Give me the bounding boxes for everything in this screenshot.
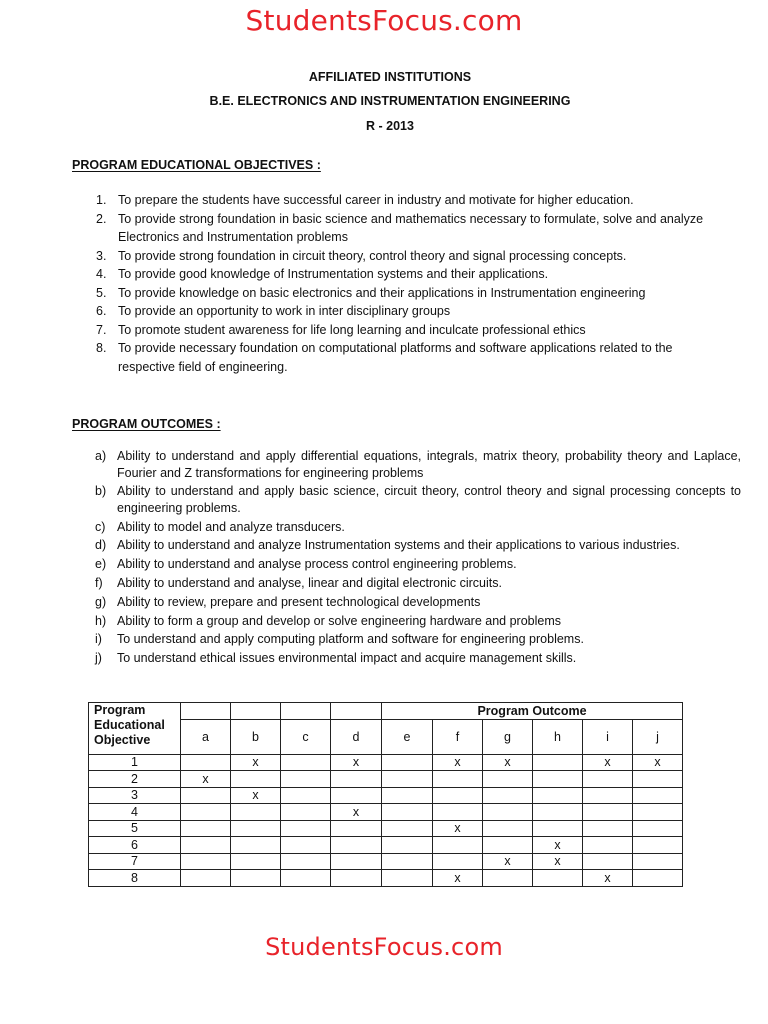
mapping-cell — [533, 870, 583, 887]
mapping-cell — [533, 771, 583, 788]
mapping-cell — [382, 853, 433, 870]
peo-item — [72, 321, 712, 340]
mapping-cell: x — [533, 853, 583, 870]
outcome-letter-header: c — [281, 719, 331, 754]
mapping-cell — [231, 804, 281, 821]
po-item-text: Ability to model and analyze transducers. — [117, 519, 345, 534]
mapping-cell — [382, 771, 433, 788]
table-row — [89, 870, 683, 887]
program-heading: B.E. ELECTRONICS AND INSTRUMENTATION ENGINEERING — [209, 94, 571, 108]
peo-item-number: 3. — [96, 248, 107, 263]
po-item — [95, 519, 741, 536]
po-item-letter: f) — [95, 575, 103, 590]
peo-item — [72, 191, 712, 210]
mapping-cell — [331, 787, 382, 804]
peo-item-number: 1. — [96, 193, 107, 207]
peo-item-number: 4. — [96, 267, 107, 281]
mapping-cell: x — [433, 820, 483, 837]
mapping-cell: x — [231, 787, 281, 804]
table-header-cell — [231, 703, 281, 720]
po-item-text: Ability to understand and analyse process control engineering problems. — [117, 557, 517, 572]
table-header-cell — [181, 703, 231, 720]
peo-item-text: To promote student awareness for life long learning and inculcate professional ethics — [118, 322, 586, 337]
mapping-cell — [281, 754, 331, 771]
po-item — [95, 556, 741, 573]
mapping-cell — [433, 853, 483, 870]
mapping-cell: x — [231, 754, 281, 771]
table-row — [89, 771, 683, 788]
mapping-cell: x — [633, 754, 683, 771]
mapping-cell: x — [483, 754, 533, 771]
outcome-letter-header: i — [583, 719, 633, 754]
mapping-cell — [533, 804, 583, 821]
po-item-text: To understand ethical issues environmental impact and acquire management skills. — [117, 651, 577, 666]
mapping-cell — [382, 754, 433, 771]
mapping-cell — [483, 820, 533, 837]
po-item-text: Ability to form a group and develop or solve engineering hardware and problems — [117, 613, 562, 628]
table-row — [89, 787, 683, 804]
peo-item-text: To provide good knowledge of Instrumentation systems and their applications. — [118, 267, 549, 281]
peo-number-cell: 8 — [89, 870, 181, 887]
institution-heading: AFFILIATED INSTITUTIONS — [308, 70, 472, 84]
mapping-cell — [331, 837, 382, 854]
mapping-cell — [331, 870, 382, 887]
peo-item — [72, 210, 712, 247]
mapping-cell: x — [583, 754, 633, 771]
table-row — [89, 804, 683, 821]
mapping-cell — [181, 754, 231, 771]
peo-item-text: To provide knowledge on basic electronics and their applications in Instrumentation engineering — [118, 285, 646, 300]
mapping-cell — [583, 804, 633, 821]
mapping-cell — [281, 787, 331, 804]
mapping-cell — [633, 853, 683, 870]
po-section-title: PROGRAM OUTCOMES : — [72, 417, 221, 431]
mapping-cell — [483, 787, 533, 804]
outcome-letter-header: f — [433, 719, 483, 754]
po-list — [95, 448, 741, 669]
mapping-cell — [382, 804, 433, 821]
po-item — [95, 613, 741, 630]
mapping-cell — [382, 820, 433, 837]
po-item — [95, 594, 741, 611]
mapping-cell — [382, 870, 433, 887]
po-item-letter: d) — [95, 538, 107, 553]
peo-number-cell: 5 — [89, 820, 181, 837]
table-row — [89, 820, 683, 837]
peo-item — [72, 265, 712, 284]
mapping-cell — [382, 837, 433, 854]
po-item-letter: c) — [95, 519, 106, 534]
po-item — [95, 537, 741, 554]
watermark-bottom: StudentsFocus.com — [265, 933, 503, 961]
mapping-cell — [583, 771, 633, 788]
po-item — [95, 650, 741, 667]
mapping-cell — [483, 804, 533, 821]
mapping-cell — [281, 820, 331, 837]
mapping-cell: x — [583, 870, 633, 887]
mapping-cell — [483, 771, 533, 788]
outcome-letter-header: a — [181, 719, 231, 754]
mapping-cell: x — [331, 754, 382, 771]
mapping-cell — [483, 870, 533, 887]
peo-item-text: To provide strong foundation in basic science and mathematics necessary to formulate, solve and analyze Electronics and Instrumentation problems — [118, 211, 704, 244]
outcome-letter-header: e — [382, 719, 433, 754]
peo-item-number: 5. — [96, 285, 107, 300]
po-item-letter: h) — [95, 613, 107, 628]
peo-item — [72, 302, 712, 321]
mapping-cell — [583, 837, 633, 854]
mapping-cell — [281, 837, 331, 854]
peo-number-cell: 2 — [89, 771, 181, 788]
mapping-cell — [181, 853, 231, 870]
mapping-cell — [331, 853, 382, 870]
mapping-cell — [331, 771, 382, 788]
peo-item-text: To provide necessary foundation on computational platforms and software applications related to the respective field of engineering. — [118, 341, 673, 374]
mapping-cell: x — [433, 870, 483, 887]
po-item-letter: j) — [95, 651, 102, 666]
mapping-cell — [181, 870, 231, 887]
mapping-cell — [583, 853, 633, 870]
po-item-text: Ability to understand and apply differential equations, integrals, matrix theory, probability theory and Laplace, Fourier and Z transformations for engineering problems — [117, 449, 741, 480]
mapping-cell — [583, 820, 633, 837]
po-item — [95, 448, 741, 481]
mapping-cell — [181, 787, 231, 804]
program-outcome-header: Program Outcome — [382, 703, 683, 720]
mapping-cell — [633, 787, 683, 804]
table-row — [89, 837, 683, 854]
peo-number-cell: 4 — [89, 804, 181, 821]
peo-item-number: 8. — [96, 341, 107, 355]
po-item-text: To understand and apply computing platform and software for engineering problems. — [117, 632, 584, 647]
mapping-cell: x — [483, 853, 533, 870]
mapping-cell — [281, 804, 331, 821]
peo-item-text: To provide an opportunity to work in inter disciplinary groups — [118, 304, 451, 318]
mapping-cell: x — [533, 837, 583, 854]
mapping-cell — [181, 804, 231, 821]
po-item-letter: a) — [95, 449, 107, 463]
table-row — [89, 853, 683, 870]
mapping-cell — [231, 771, 281, 788]
peo-number-cell: 7 — [89, 853, 181, 870]
peo-po-mapping-table — [88, 702, 683, 887]
mapping-cell — [231, 820, 281, 837]
outcome-letter-header: b — [231, 719, 281, 754]
mapping-cell: x — [433, 754, 483, 771]
table-header-cell — [331, 703, 382, 720]
outcome-letter-header: j — [633, 719, 683, 754]
mapping-cell — [181, 820, 231, 837]
po-item-text: Ability to understand and analyse, linear and digital electronic circuits. — [117, 575, 502, 590]
mapping-cell — [331, 820, 382, 837]
mapping-cell — [583, 787, 633, 804]
mapping-cell — [633, 837, 683, 854]
peo-item-number: 6. — [96, 304, 107, 318]
mapping-cell — [533, 820, 583, 837]
po-item — [95, 483, 741, 516]
peo-section-title: PROGRAM EDUCATIONAL OBJECTIVES : — [72, 158, 321, 172]
po-item-letter: b) — [95, 484, 107, 499]
watermark-top: StudentsFocus.com — [245, 4, 523, 37]
po-item-letter: i) — [95, 632, 102, 647]
mapping-cell — [281, 870, 331, 887]
peo-number-cell: 1 — [89, 754, 181, 771]
mapping-cell — [483, 837, 533, 854]
mapping-cell — [281, 853, 331, 870]
peo-item — [72, 284, 712, 303]
peo-item — [72, 339, 712, 376]
peo-column-header: Program Educational Objective — [89, 703, 181, 755]
regulation-heading: R - 2013 — [366, 119, 414, 133]
mapping-cell — [181, 837, 231, 854]
mapping-cell — [633, 804, 683, 821]
po-item-letter: e) — [95, 557, 107, 572]
mapping-cell — [633, 771, 683, 788]
peo-item-number: 2. — [96, 211, 107, 226]
peo-number-cell: 6 — [89, 837, 181, 854]
mapping-cell — [231, 837, 281, 854]
po-item-text: Ability to review, prepare and present technological developments — [117, 594, 481, 609]
outcome-letter-header: h — [533, 719, 583, 754]
peo-list — [72, 191, 712, 376]
mapping-cell — [231, 870, 281, 887]
mapping-cell — [633, 820, 683, 837]
mapping-cell — [433, 787, 483, 804]
mapping-cell — [633, 870, 683, 887]
mapping-cell — [281, 771, 331, 788]
po-item — [95, 575, 741, 592]
po-item — [95, 631, 741, 648]
peo-item-text: To provide strong foundation in circuit theory, control theory and signal processing concepts. — [118, 248, 627, 263]
table-header-row — [89, 703, 683, 720]
po-item-letter: g) — [95, 594, 107, 609]
outcome-letter-header: d — [331, 719, 382, 754]
peo-item-number: 7. — [96, 322, 107, 337]
peo-item — [72, 247, 712, 266]
peo-number-cell: 3 — [89, 787, 181, 804]
peo-item-text: To prepare the students have successful career in industry and motivate for higher education. — [118, 193, 634, 207]
mapping-cell — [433, 837, 483, 854]
po-item-text: Ability to understand and apply basic science, circuit theory, control theory and signal processing concepts to engineering problems. — [117, 484, 741, 515]
mapping-cell — [382, 787, 433, 804]
mapping-cell — [433, 804, 483, 821]
mapping-cell: x — [181, 771, 231, 788]
table-row — [89, 754, 683, 771]
mapping-cell — [533, 787, 583, 804]
mapping-cell — [433, 771, 483, 788]
table-header-cell — [281, 703, 331, 720]
mapping-cell: x — [331, 804, 382, 821]
outcome-letter-header: g — [483, 719, 533, 754]
mapping-cell — [533, 754, 583, 771]
mapping-cell — [231, 853, 281, 870]
po-item-text: Ability to understand and analyze Instrumentation systems and their applications to various industries. — [117, 538, 680, 553]
